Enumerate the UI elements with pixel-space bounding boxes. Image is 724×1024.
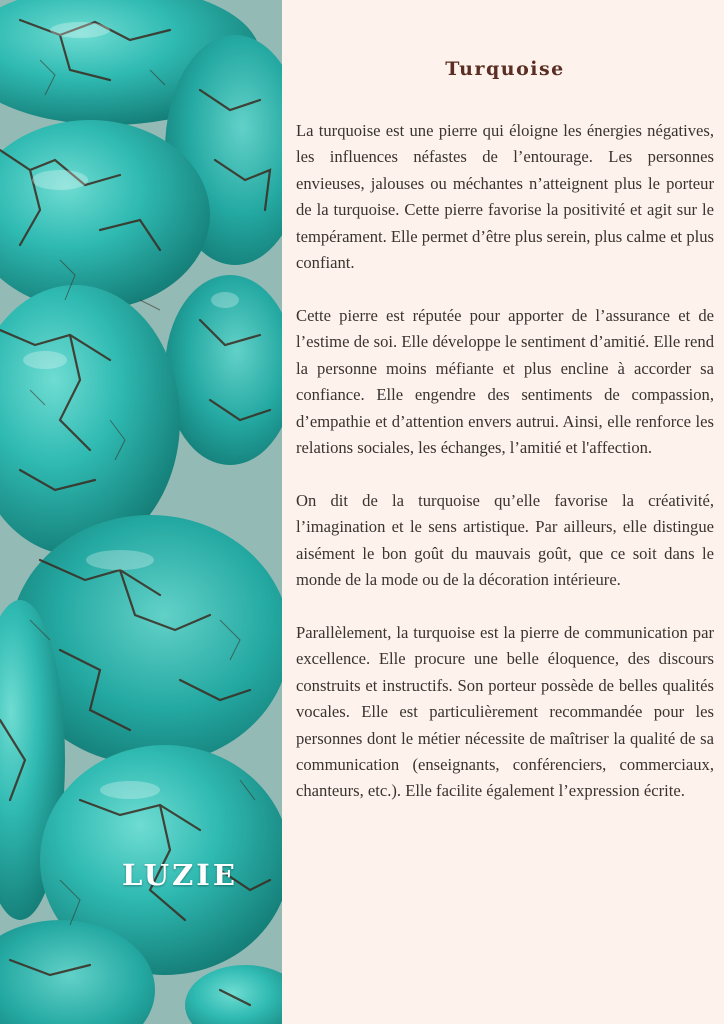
- article: [282, 0, 724, 1024]
- article-title: Turquoise: [445, 58, 565, 80]
- article-paragraph: La turquoise est une pierre qui éloigne les énergies négatives, les influences néfastes de l’entourage. Les personnes envieuses, jalouses ou méchantes n’atteignent plus le porteur de la turquoise. Cette pierre favorise la positivité et agit sur le tempérament. Elle permet d’être plus serein, plus calme et plus confiant.: [296, 121, 714, 273]
- brand-logo: LUZIE: [122, 858, 238, 892]
- article-paragraph: On dit de la turquoise qu’elle favorise la créativité, l’imagination et le sens artistique. Par ailleurs, elle distingue aisément le bon goût du mauvais goût, que ce soit dans le monde de la mode ou de la décoration intérieure.: [296, 490, 714, 590]
- article-paragraph: Cette pierre est réputée pour apporter de l’assurance et de l’estime de soi. Elle développe le sentiment d’amitié. Elle rend la personne moins méfiante et plus encline à accorder sa confiance. Elle engendre des sentiments de compassion, d’empathie et d’attention envers autrui. Ainsi, elle renforce les relations sociales, les échanges, l’amitié et l'affection.: [296, 305, 714, 457]
- article-paragraph: Parallèlement, la turquoise est la pierre de communication par excellence. Elle procure une belle éloquence, des discours construits et instructifs. Son porteur possède de belles qualités vocales. Elle est particulièrement recommandée pour les personnes dont le métier nécessite de maîtriser la qualité de sa communication (enseignants, conférenciers, commerciaux, chanteurs, etc.). Elle facilite également l’expression écrite.: [296, 623, 714, 801]
- turquoise-stones-image: [0, 0, 282, 1024]
